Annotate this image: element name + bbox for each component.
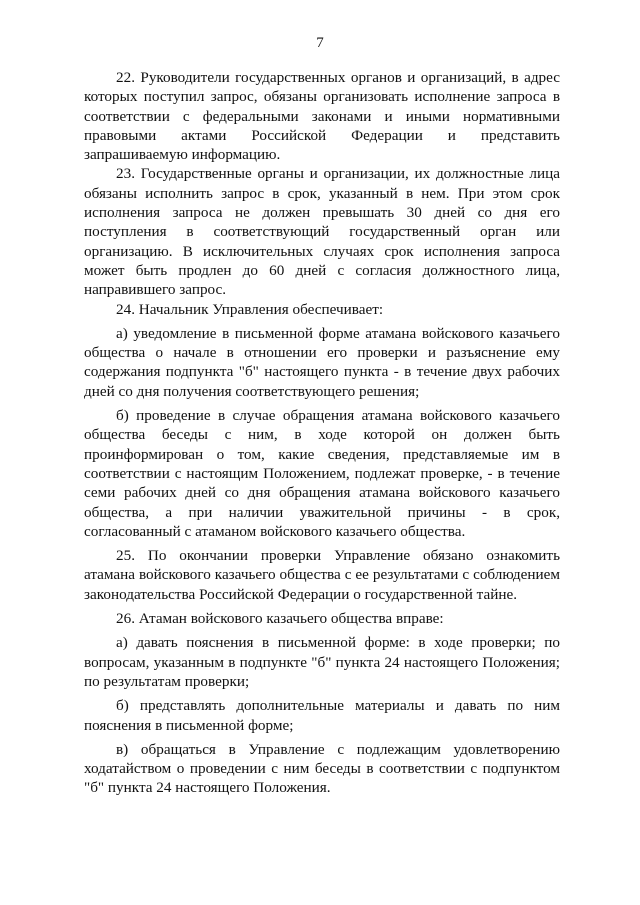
paragraph-26: 26. Атаман войскового казачьего общества вправе:: [116, 610, 444, 628]
paragraph-26-a: а) давать пояснения в письменной форме: в ходе проверки; по вопросам, указанным в подпункте "б" пункта 24 настоящего Положения; по результатам проверки;: [84, 634, 560, 690]
paragraph-24: 24. Начальник Управления обеспечивает:: [116, 300, 384, 318]
paragraph-23: 23. Государственные органы и организации, их должностные лица обязаны исполнить запрос в срок, указанный в нем. При этом срок исполнения запроса не должен превышать 30 дней со дня его поступления в соответствующий государственный орган или организацию. В исключительных случаях срок исполнения запроса может быть продлен до 60 дней с согласия должностного лица, направившего запрос.: [84, 165, 560, 299]
paragraph-24-b: б) проведение в случае обращения атамана войскового казачьего общества беседы с ним, в ходе которой он должен быть проинформирован о том, какие сведения, представляемые им в соответствии с настоящим Положением, подлежат проверке, - в течение семи рабочих дней со дня обращения атамана войскового казачьего общества, а при наличии уважительной причины - в срок, согласованный с атаманом войскового казачьего общества.: [84, 407, 560, 540]
paragraph-26-b: б) представлять дополнительные материалы и давать по ним пояснения в письменной форме;: [84, 697, 560, 734]
page-number: 7: [316, 35, 324, 51]
paragraph-25: 25. По окончании проверки Управление обязано ознакомить атамана войскового казачьего общества с ее результатами с соблюдением законодательства Российской Федерации о государственной тайне.: [84, 547, 560, 603]
document-body: [84, 68, 560, 798]
paragraph-24-a: а) уведомление в письменной форме атамана войскового казачьего общества о начале в отношении его проверки и разъяснение ему содержания подпункта "б" настоящего пункта - в течение двух рабочих дней со дня получения соответствующего решения;: [84, 324, 560, 400]
paragraph-26-c: в) обращаться в Управление с подлежащим удовлетворению ходатайством о проведении с ним беседы в соответствии с подпунктом "б" пункта 24 настоящего Положения.: [84, 740, 560, 797]
paragraph-22: 22. Руководители государственных органов и организаций, в адрес которых поступил запрос, обязаны организовать исполнение запроса в соответствии с федеральными законами и иными нормативными правовыми актами Российской Федерации и представить запрашиваемую информацию.: [84, 69, 560, 164]
